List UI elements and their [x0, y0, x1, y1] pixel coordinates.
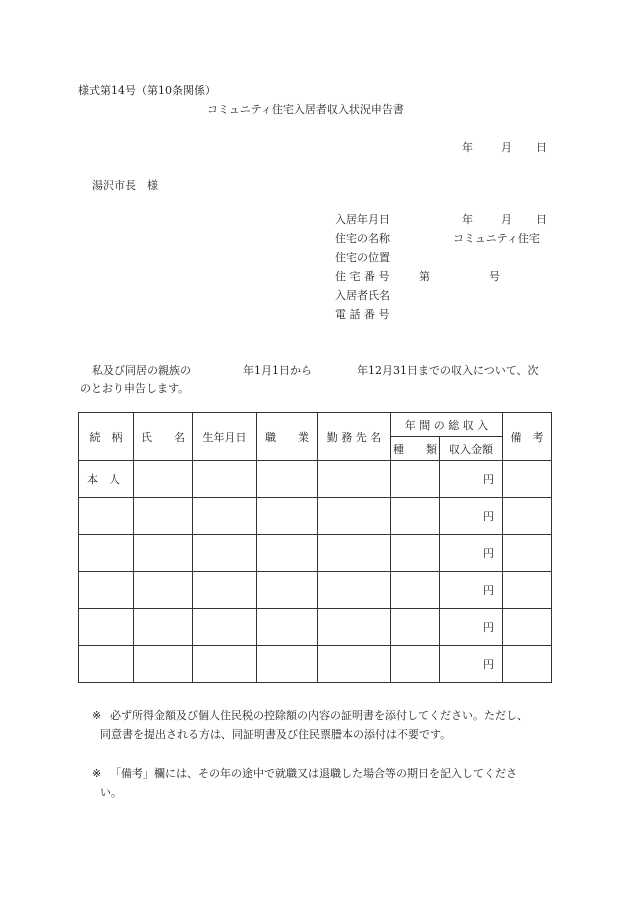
cell-workplace[interactable]: [318, 535, 391, 572]
cell-remarks[interactable]: [503, 498, 552, 535]
cell-income-type[interactable]: [391, 572, 440, 609]
date-year-label: 年: [462, 141, 473, 154]
addressee: 湯沢市長 様: [92, 179, 158, 192]
statement-part2: 年1月1日から: [243, 364, 312, 377]
cell-name[interactable]: [134, 609, 193, 646]
cell-remarks[interactable]: [503, 646, 552, 683]
cell-occupation[interactable]: [257, 609, 318, 646]
cell-income-amount[interactable]: 円: [440, 572, 503, 609]
cell-name[interactable]: [134, 572, 193, 609]
note-line2: 同意書を提出される方は、同証明書及び住民票謄本の添付は不要です。: [100, 728, 452, 741]
header-workplace: 勤 務 先 名: [318, 413, 391, 461]
table-row: [79, 498, 552, 535]
header-name: 氏 名: [134, 413, 193, 461]
cell-birthdate[interactable]: [193, 461, 257, 498]
cell-income-amount[interactable]: 円: [440, 535, 503, 572]
cell-birthdate[interactable]: [193, 535, 257, 572]
cell-income-type[interactable]: [391, 498, 440, 535]
header-income-amount: 収入金額: [440, 437, 503, 461]
statement-line2: のとおり申告します。: [80, 382, 190, 395]
note-remarks: [92, 764, 557, 802]
housing-number-label: 住 宅 番 号: [335, 270, 390, 283]
cell-occupation[interactable]: [257, 646, 318, 683]
cell-income-type[interactable]: [391, 461, 440, 498]
cell-income-type[interactable]: [391, 535, 440, 572]
resident-name-label: 入居者氏名: [335, 289, 390, 302]
cell-income-amount[interactable]: 円: [440, 609, 503, 646]
move-in-year-label: 年: [462, 213, 473, 226]
cell-birthdate[interactable]: [193, 609, 257, 646]
note-line1: 必ず所得金額及び個人住民税の控除額の内容の証明書を添付してください。ただし、: [110, 709, 528, 722]
date-day-label: 日: [536, 141, 547, 154]
income-table: [78, 412, 552, 683]
cell-occupation[interactable]: [257, 535, 318, 572]
cell-name[interactable]: [134, 461, 193, 498]
note-mark: ※: [92, 767, 102, 780]
header-relation: 続 柄: [79, 413, 134, 461]
declaration-statement: [80, 362, 550, 398]
table-row: [79, 572, 552, 609]
note-line2: い。: [100, 786, 122, 799]
housing-location-label: 住宅の位置: [335, 251, 390, 264]
move-in-date-label: 入居年月日: [335, 213, 390, 226]
cell-workplace[interactable]: [318, 609, 391, 646]
cell-relation[interactable]: [79, 572, 134, 609]
cell-birthdate[interactable]: [193, 646, 257, 683]
cell-income-type[interactable]: [391, 609, 440, 646]
cell-relation[interactable]: [79, 498, 134, 535]
cell-income-amount[interactable]: 円: [440, 646, 503, 683]
cell-birthdate[interactable]: [193, 572, 257, 609]
cell-income-amount[interactable]: 円: [440, 498, 503, 535]
cell-occupation[interactable]: [257, 461, 318, 498]
statement-part3: 年12月31日までの収入について、次: [357, 364, 539, 377]
housing-name-value: コミュニティ住宅: [453, 232, 540, 245]
cell-relation[interactable]: [79, 535, 134, 572]
header-annual-income: 年 間 の 総 収 入: [391, 413, 503, 437]
cell-relation[interactable]: [79, 646, 134, 683]
cell-occupation[interactable]: [257, 498, 318, 535]
cell-name[interactable]: [134, 646, 193, 683]
cell-workplace[interactable]: [318, 498, 391, 535]
cell-remarks[interactable]: [503, 535, 552, 572]
cell-remarks[interactable]: [503, 461, 552, 498]
note-mark: ※: [92, 709, 102, 722]
note-certificate: [92, 706, 557, 744]
housing-number-prefix: 第: [419, 270, 430, 283]
move-in-month-label: 月: [501, 213, 512, 226]
cell-income-amount[interactable]: 円: [440, 461, 503, 498]
note-line1: 「備考」欄には、その年の途中で就職又は退職した場合等の期日を記入してくださ: [110, 767, 517, 780]
cell-remarks[interactable]: [503, 609, 552, 646]
header-income-type: 種 類: [391, 437, 440, 461]
cell-occupation[interactable]: [257, 572, 318, 609]
cell-income-type[interactable]: [391, 646, 440, 683]
table-row: [79, 646, 552, 683]
phone-number-label: 電 話 番 号: [335, 308, 390, 321]
header-occupation: 職 業: [257, 413, 318, 461]
cell-name[interactable]: [134, 498, 193, 535]
housing-name-label: 住宅の名称: [335, 232, 390, 245]
document-title: コミュニティ住宅入居者収入状況申告書: [207, 103, 404, 116]
move-in-day-label: 日: [536, 213, 547, 226]
statement-part1: 私及び同居の親族の: [92, 364, 191, 377]
header-birthdate: 生年月日: [193, 413, 257, 461]
header-remarks: 備 考: [503, 413, 552, 461]
table-row: [79, 535, 552, 572]
table-row: [79, 461, 552, 498]
cell-name[interactable]: [134, 535, 193, 572]
cell-relation[interactable]: 本 人: [79, 461, 134, 498]
cell-birthdate[interactable]: [193, 498, 257, 535]
table-row: [79, 609, 552, 646]
cell-relation[interactable]: [79, 609, 134, 646]
date-month-label: 月: [501, 141, 512, 154]
cell-remarks[interactable]: [503, 572, 552, 609]
cell-workplace[interactable]: [318, 461, 391, 498]
form-number: 様式第14号（第10条関係）: [78, 84, 216, 97]
housing-number-suffix: 号: [489, 270, 500, 283]
cell-workplace[interactable]: [318, 572, 391, 609]
cell-workplace[interactable]: [318, 646, 391, 683]
